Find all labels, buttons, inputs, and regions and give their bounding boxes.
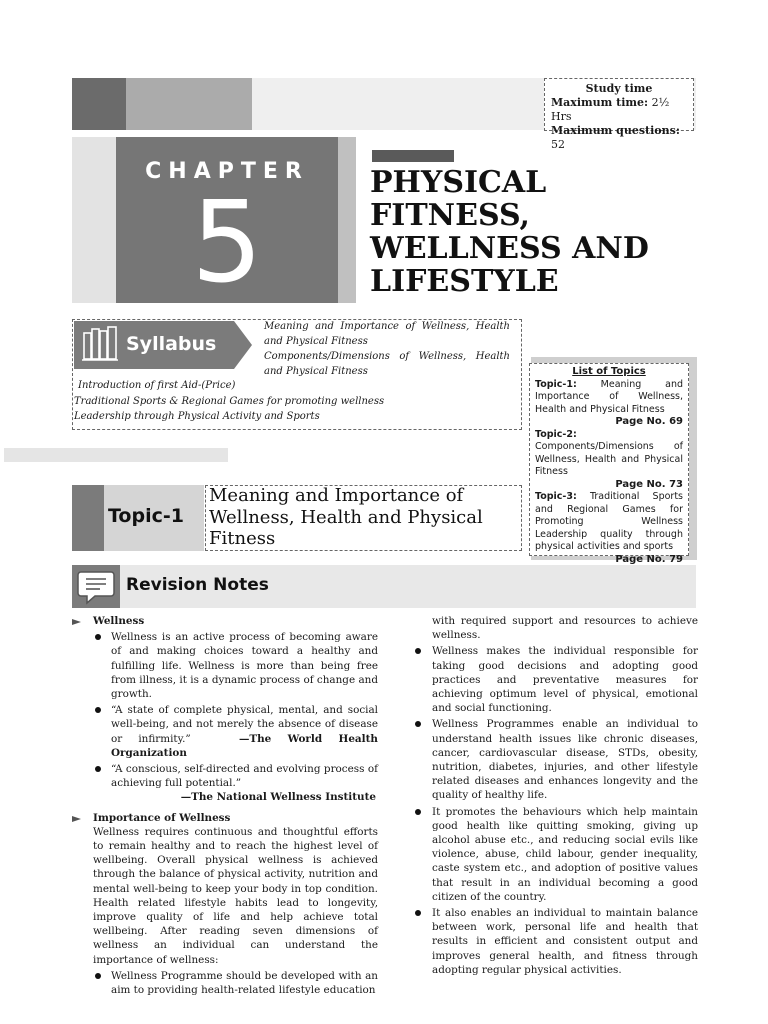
- chapter-block: [116, 137, 338, 308]
- study-time-title: Study time: [585, 82, 653, 95]
- list-item-continuation: with required support and resources to achieve wellness.: [432, 615, 698, 642]
- list-item: It also enables an individual to maintain balance between work, personal life and health that results in efficient and consistent output and improves general health, and fitness through adopting regular physical activities.: [414, 906, 698, 977]
- quote-attribution: —The National Wellness Institute: [180, 791, 376, 804]
- list-of-topics-box: [529, 363, 689, 565]
- chapter-block-left: [72, 137, 116, 303]
- list-item: Wellness is an active process of becoming aware of and making choices toward a healthy and fulfilling life. Wellness is more than being free from illness, it is a dynamic process of change and growth.: [72, 630, 378, 701]
- max-questions-line: Maximum questions: 52: [551, 124, 680, 151]
- chapter-word: CHAPTER: [145, 159, 309, 184]
- syllabus-item: Introduction of first Aid-(Price): [78, 380, 236, 391]
- topic-header-dark: [72, 485, 104, 551]
- decorative-strip: [4, 448, 228, 462]
- list-item: Wellness Programmes enable an individual to understand health issues like chronic diseases, cancer, cardiovascular disease, STDs, obesity, nutrition, diabetes, injuries, and other lifestyle related diseases and enhances longevity and the quality of healthy life.: [414, 717, 698, 802]
- max-time-line: Maximum time: 2½ Hrs: [551, 96, 670, 123]
- speech-bubble-icon: [72, 565, 120, 608]
- quote-attribution: —The World Health Organization: [111, 732, 378, 759]
- triangle-bullet-icon: [72, 619, 81, 625]
- content-left-column: [72, 614, 378, 997]
- list-of-topics-title: List of Topics: [572, 366, 646, 377]
- bullet-icon: [95, 766, 101, 772]
- list-item: Topic-1: Meaning and Importance of Wellness, Health and Physical Fitness: [535, 378, 683, 415]
- header-band-mid-block: [126, 78, 252, 130]
- syllabus-item: Components/Dimensions of Wellness, Health and Physical Fitness: [264, 351, 510, 377]
- bullet-icon: [415, 809, 421, 815]
- syllabus-item: Traditional Sports & Regional Games for promoting wellness: [74, 395, 385, 407]
- section-heading: Wellness: [72, 614, 378, 628]
- topic-title: Meaning and Importance of Wellness, Health and Physical Fitness: [209, 485, 483, 549]
- list-item: Topic-3: Traditional Sports and Regional Games for Promoting Wellness Leadership quality through physical activities and sports: [535, 491, 683, 552]
- content-right-column: [414, 614, 698, 977]
- list-item: “A conscious, self-directed and evolving process of achieving full potential.”: [72, 762, 378, 790]
- page-ref: Page No. 73: [615, 478, 683, 490]
- syllabus-item: Leadership through Physical Activity and Sports: [74, 411, 320, 422]
- bullet-icon: [415, 721, 421, 727]
- header-band-dark-block: [72, 78, 126, 130]
- paragraph: Wellness requires continuous and thoughtful efforts to remain healthy and to reach the highest level of wellbeing. Overall physical wellness is achieved through the balance of physical activity, nutrition and mental well-being to keep your body in top condition. Health related lifestyle habits lead to longevity, improve quality of life and help achieve total wellbeing. After reading seven dimensions of wellness an individual can understand the importance of wellness:: [93, 825, 378, 966]
- list-item: It promotes the behaviours which help maintain good health like quitting smoking, giving up alcohol abuse etc., and reducing social evils like violence, abuse, child labour, gender inequality, caste system etc., and adoption of positive values that result in an individual becoming a good citizen of the country.: [414, 805, 698, 904]
- revision-notes-label: Revision Notes: [126, 575, 269, 595]
- list-item: Wellness Programme should be developed with an aim to providing health-related lifestyle education: [72, 969, 378, 997]
- title-accent-bar: [372, 150, 454, 162]
- bullet-icon: [95, 707, 101, 713]
- bullet-icon: [415, 648, 421, 654]
- syllabus-label: Syllabus: [126, 333, 217, 355]
- page-ref: Page No. 79: [615, 553, 683, 565]
- revision-notes-icon-block: [72, 565, 120, 608]
- chapter-number: 5: [191, 178, 263, 308]
- bullet-icon: [415, 910, 421, 916]
- bullet-icon: [95, 973, 101, 979]
- study-time-box: [544, 78, 694, 151]
- bullet-icon: [95, 634, 101, 640]
- page-ref: Page No. 69: [615, 416, 683, 427]
- list-item: “A state of complete physical, mental, and social well-being, and not merely the absence of disease or infirmity.” —The World Health Organization: [72, 703, 378, 760]
- list-item: Topic-2: Components/Dimensions of Wellness, Health and Physical Fitness: [535, 428, 683, 477]
- topic-label: Topic-1: [108, 505, 184, 527]
- chapter-block-right: [338, 137, 356, 303]
- section-heading: Importance of Wellness: [72, 811, 378, 825]
- triangle-bullet-icon: [72, 816, 81, 822]
- syllabus-badge: [74, 321, 254, 369]
- syllabus-item: Meaning and Importance of Wellness, Health and Physical Fitness: [264, 321, 510, 347]
- syllabus-left-list: [74, 378, 514, 425]
- chapter-title: PHYSICAL FITNESS, WELLNESS AND LIFESTYLE: [370, 165, 649, 299]
- syllabus-right-list: [264, 320, 510, 380]
- list-item: Wellness makes the individual responsible for taking good decisions and adopting good practices and preventative measures for achieving optimum level of physical, emotional and social functioning.: [414, 644, 698, 715]
